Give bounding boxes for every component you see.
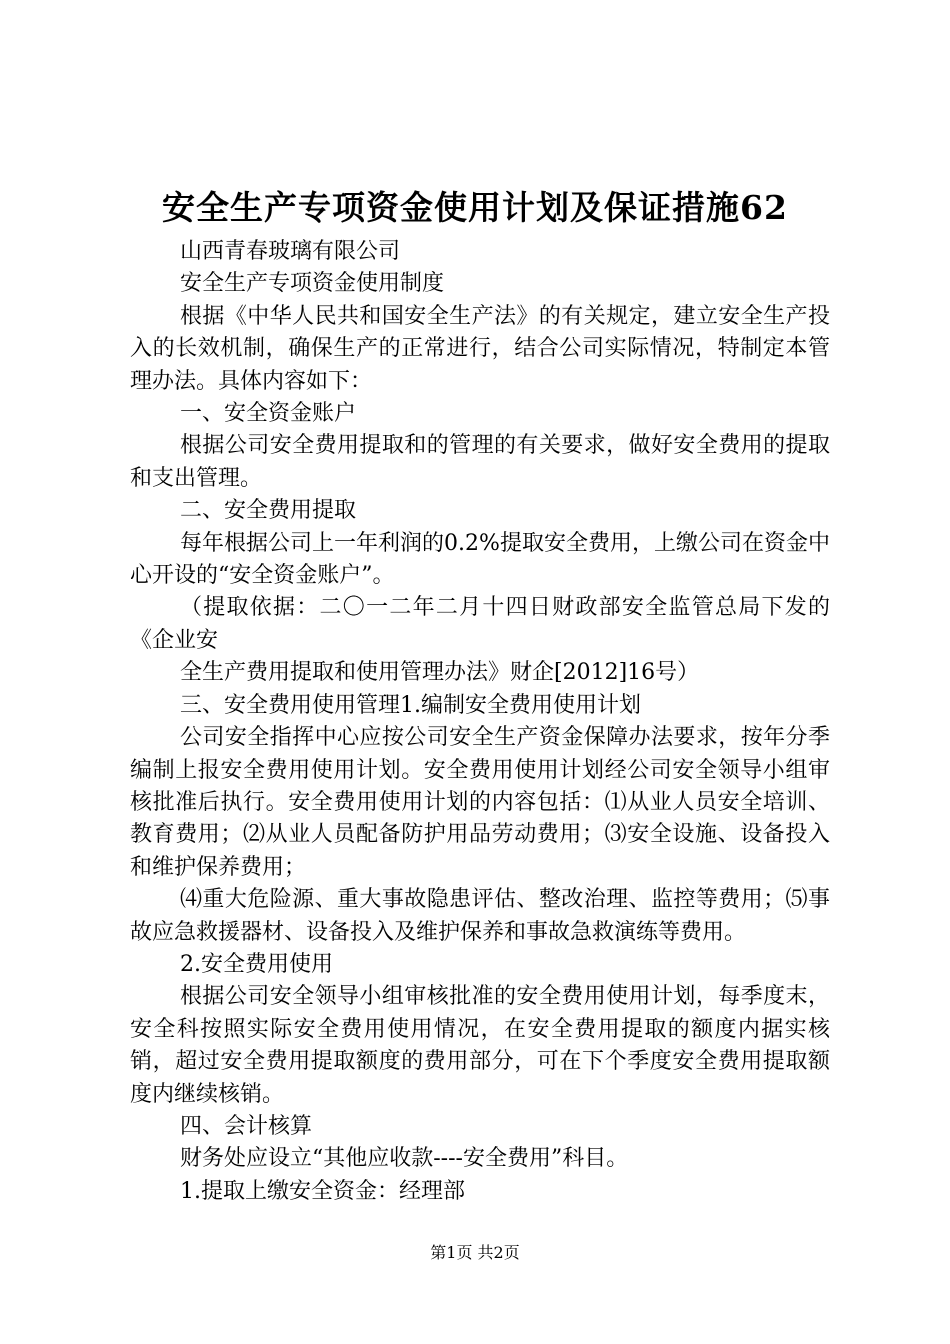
paragraph-section-4: 财务处应设立“其他应收款----安全费用”科目。 bbox=[180, 1146, 629, 1172]
section-heading-4: 四、会计核算 bbox=[180, 1113, 313, 1139]
paragraph-intro: 根据《中华人民共和国安全生产法》的有关规定，建立安全生产投入的长效机制，确保生产的正常进行，结合公司实际情况，特制定本管理办法。具体内容如下： bbox=[130, 303, 830, 394]
paragraph-subtitle: 安全生产专项资金使用制度 bbox=[180, 271, 445, 297]
paragraph-subsection-2: 根据公司安全领导小组审核批准的安全费用使用计划，每季度末，安全科按照实际安全费用使用情况，在安全费用提取的额度内据实核销，超过安全费用提取额度的费用部分，可在下个季度安全费用提取额度内继续核销。 bbox=[130, 984, 830, 1107]
paragraph-section-3: 公司安全指挥中心应按公司安全生产资金保障办法要求，按年分季编制上报安全费用使用计划。安全费用使用计划经公司安全领导小组审核批准后执行。安全费用使用计划的内容包括：⑴从业人员安全培训、教育费用；⑵从业人员配备防护用品劳动费用；⑶安全设施、设备投入和维护保养费用； bbox=[130, 725, 830, 880]
paragraph-section-4-item-1: 1.提取上缴安全资金：经理部 bbox=[180, 1178, 465, 1204]
paragraph-section-1: 根据公司安全费用提取和的管理的有关要求，做好安全费用的提取和支出管理。 bbox=[130, 433, 830, 491]
document-title: 安全生产专项资金使用计划及保证措施62 bbox=[162, 188, 788, 227]
paragraph-basis: （提取依据：二〇一二年二月十四日财政部安全监管总局下发的《企业安 bbox=[130, 595, 830, 653]
section-heading-1: 一、安全资金账户 bbox=[180, 401, 357, 427]
section-heading-2: 二、安全费用提取 bbox=[180, 498, 357, 524]
subsection-heading-2: 2.安全费用使用 bbox=[180, 951, 333, 977]
paragraph-section-3-cont: ⑷重大危险源、重大事故隐患评估、整改治理、监控等费用；⑸事故应急救援器材、设备投入及维护保养和事故急救演练等费用。 bbox=[130, 887, 830, 945]
document-body bbox=[130, 236, 830, 1208]
paragraph-section-2: 每年根据公司上一年利润的0.2%提取安全费用，上缴公司在资金中心开设的“安全资金账户”。 bbox=[130, 530, 830, 589]
paragraph-basis-cont: 全生产费用提取和使用管理办法》财企[2012]16号） bbox=[180, 660, 700, 686]
section-heading-3: 三、安全费用使用管理1.编制安全费用使用计划 bbox=[180, 692, 641, 718]
page-footer: 第1页 共2页 bbox=[430, 1243, 520, 1262]
paragraph-company: 山西青春玻璃有限公司 bbox=[180, 239, 401, 264]
